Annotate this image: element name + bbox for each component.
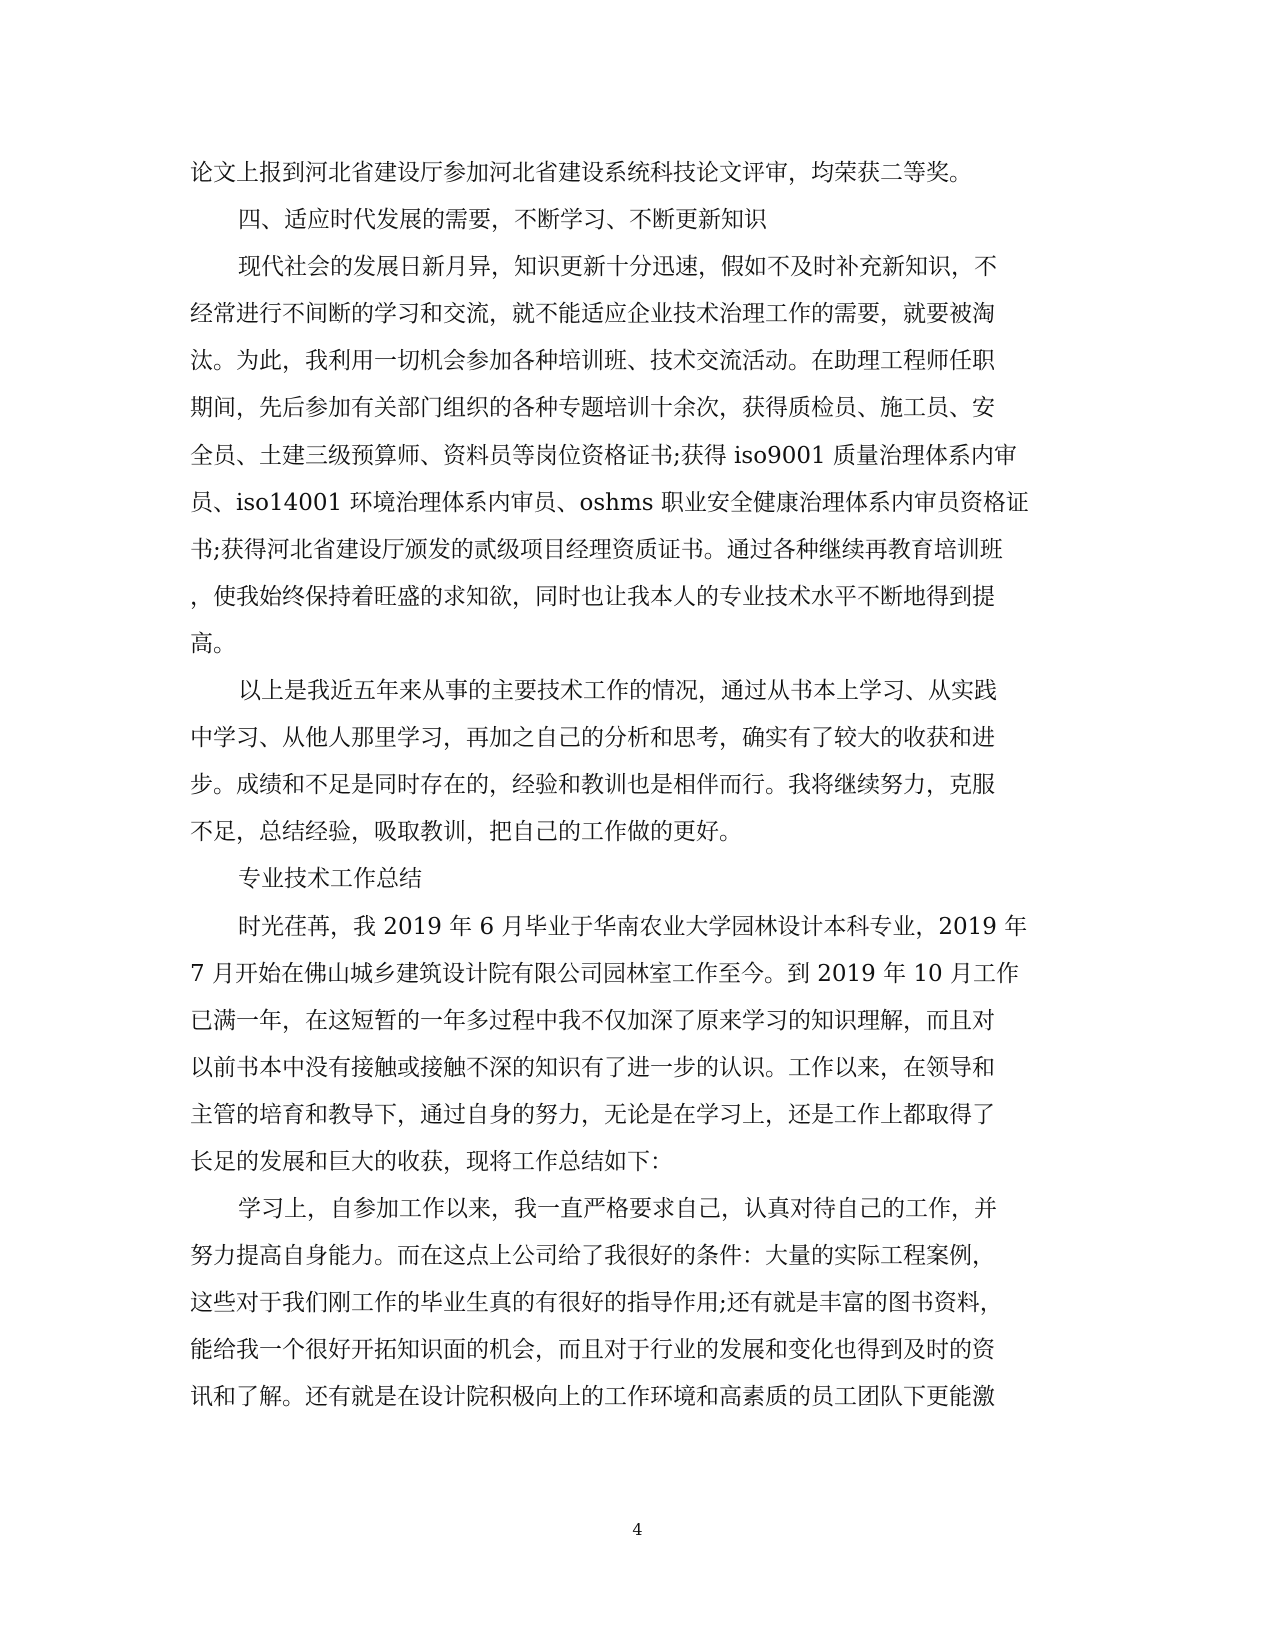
text-line: 学习上，自参加工作以来，我一直严格要求自己，认真对待自己的工作，并: [238, 1196, 997, 1223]
text-line: 长足的发展和巨大的收获，现将工作总结如下：: [190, 1148, 673, 1175]
text-line: 以前书本中没有接触或接触不深的知识有了进一步的认识。工作以来，在领导和: [190, 1054, 995, 1081]
text-line: 经常进行不间断的学习和交流，就不能适应企业技术治理工作的需要，就要被淘: [190, 301, 995, 328]
text-line: 论文上报到河北省建设厅参加河北省建设系统科技论文评审，均荣获二等奖。: [190, 160, 972, 186]
text-line: 高。: [190, 630, 236, 657]
text-line: 中学习、从他人那里学习，再加之自己的分析和思考，确实有了较大的收获和进: [190, 725, 995, 752]
text-line: 讯和了解。还有就是在设计院积极向上的工作环境和高素质的员工团队下更能激: [190, 1384, 995, 1411]
text-line: 书;获得河北省建设厅颁发的贰级项目经理资质证书。通过各种继续再教育培训班: [190, 536, 1003, 563]
text-line: 7 月开始在佛山城乡建筑设计院有限公司园林室工作至今。到 2019 年 10 月工作: [190, 960, 1019, 987]
text-line: ，使我始终保持着旺盛的求知欲，同时也让我本人的专业技术水平不断地得到提: [190, 583, 995, 610]
section-heading: 专业技术工作总结: [238, 866, 422, 893]
text-line: 全员、土建三级预算师、资料员等岗位资格证书;获得 iso9001 质量治理体系内审: [190, 442, 1017, 469]
text-line: 汰。为此，我利用一切机会参加各种培训班、技术交流活动。在助理工程师任职: [190, 348, 995, 375]
text-line: 现代社会的发展日新月异，知识更新十分迅速，假如不及时补充新知识，不: [238, 254, 997, 281]
text-line: 能给我一个很好开拓知识面的机会，而且对于行业的发展和变化也得到及时的资: [190, 1337, 995, 1364]
text-line: 步。成绩和不足是同时存在的，经验和教训也是相伴而行。我将继续努力，克服: [190, 772, 995, 799]
text-line: 以上是我近五年来从事的主要技术工作的情况，通过从书本上学习、从实践: [238, 678, 997, 705]
section-heading: 四、适应时代发展的需要，不断学习、不断更新知识: [238, 207, 767, 234]
text-line: 已满一年，在这短暂的一年多过程中我不仅加深了原来学习的知识理解，而且对: [190, 1007, 995, 1034]
page-number: 4: [632, 1520, 643, 1539]
body-text: [190, 150, 1075, 1422]
text-line: 这些对于我们刚工作的毕业生真的有很好的指导作用;还有就是丰富的图书资料，: [190, 1290, 1003, 1317]
text-line: 不足，总结经验，吸取教训，把自己的工作做的更好。: [190, 819, 742, 846]
text-line: 主管的培育和教导下，通过自身的努力，无论是在学习上，还是工作上都取得了: [190, 1101, 995, 1128]
text-line: 时光荏苒，我 2019 年 6 月毕业于华南农业大学园林设计本科专业，2019 年: [238, 913, 1028, 940]
text-line: 努力提高自身能力。而在这点上公司给了我很好的条件：大量的实际工程案例，: [190, 1243, 995, 1270]
text-line: 员、iso14001 环境治理体系内审员、oshms 职业安全健康治理体系内审员资格证: [190, 489, 1029, 516]
text-line: 期间，先后参加有关部门组织的各种专题培训十余次，获得质检员、施工员、安: [190, 395, 995, 422]
